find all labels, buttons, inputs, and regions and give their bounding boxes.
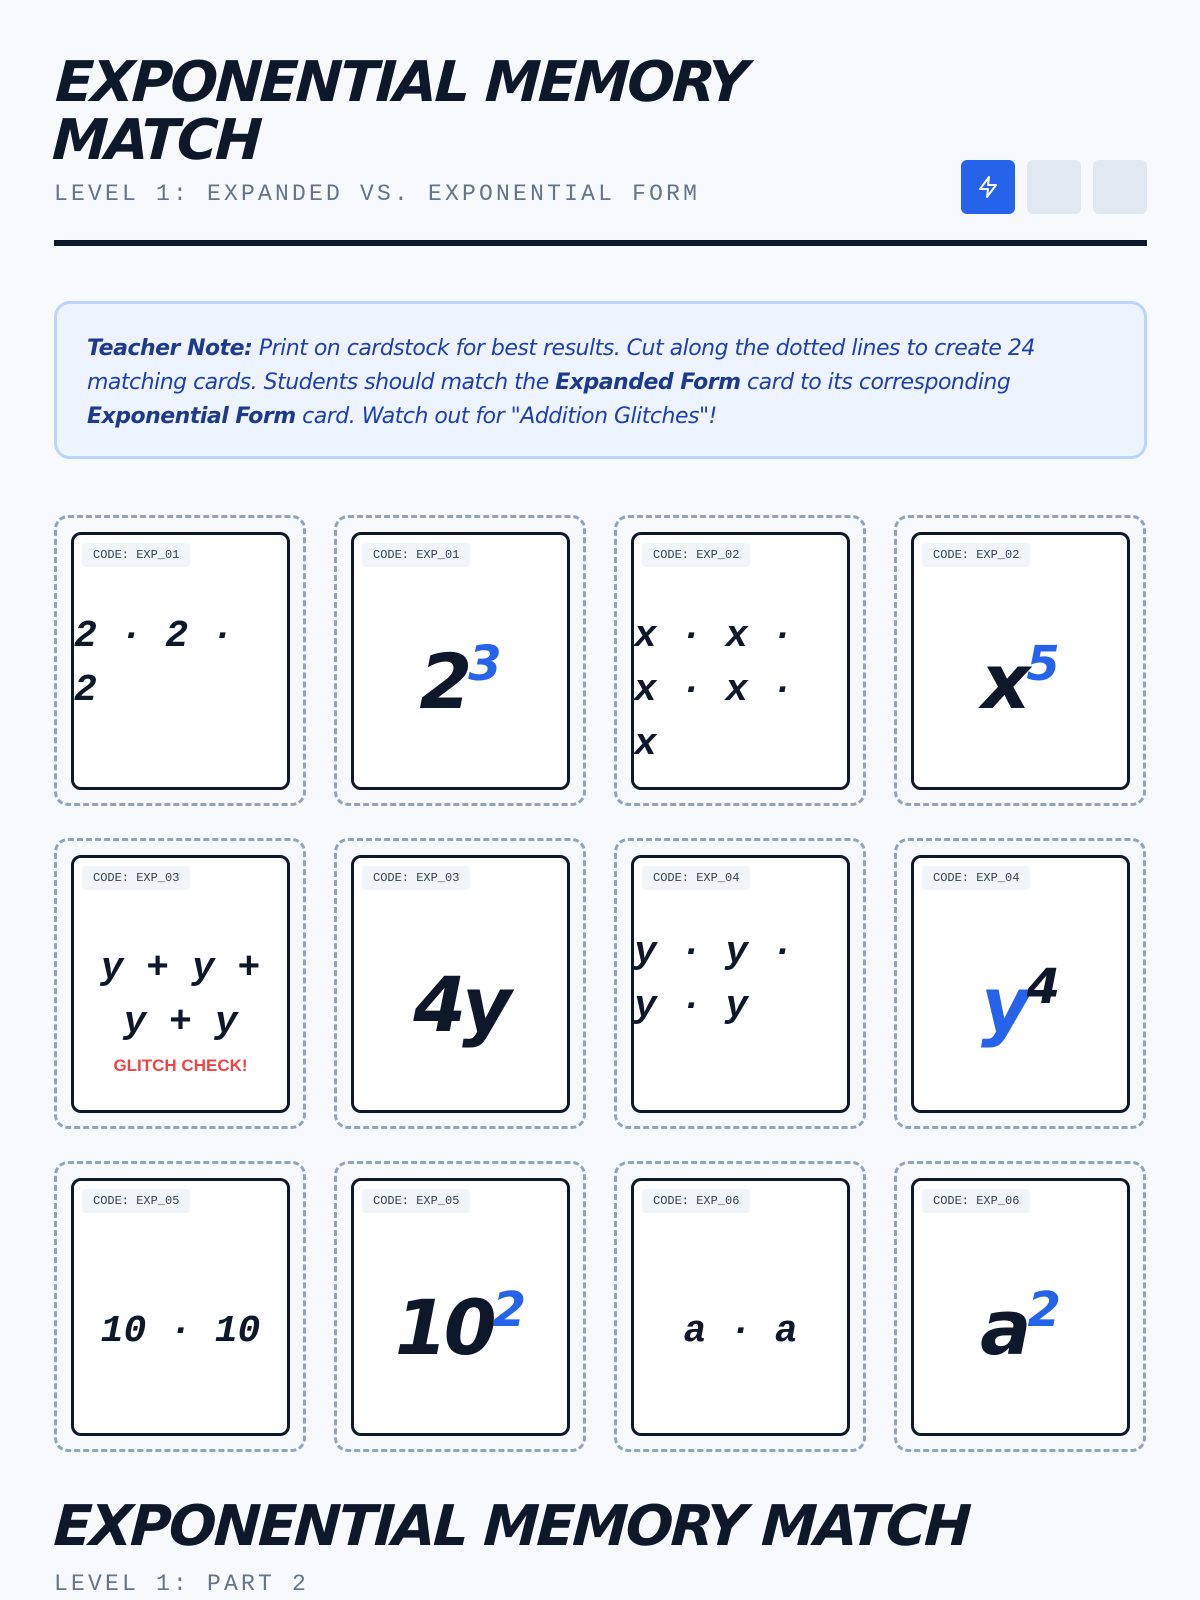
card-code: CODE: EXP_06 — [922, 1189, 1030, 1213]
exponential-expression — [980, 1282, 1061, 1372]
exponential-card[interactable] — [351, 1178, 570, 1436]
exponent: 5 — [1026, 636, 1060, 692]
card-cutout — [54, 1161, 306, 1452]
lightning-icon — [976, 175, 1000, 199]
expanded-card[interactable] — [631, 855, 850, 1113]
expanded-card[interactable] — [71, 1178, 290, 1436]
base: 10 — [394, 1283, 493, 1372]
card-code: CODE: EXP_02 — [922, 543, 1030, 567]
expanded-expression: a · a — [683, 1310, 798, 1353]
teacher-note-bold: Exponential Form — [87, 404, 296, 429]
exponential-card[interactable] — [911, 855, 1130, 1113]
exponent: 4 — [1026, 959, 1060, 1015]
base: 2 — [419, 637, 469, 726]
part-2-title: EXPONENTIAL MEMORY MATCH — [52, 1494, 971, 1559]
exponential-expression — [413, 960, 508, 1049]
header-divider — [54, 240, 1147, 246]
card-code: CODE: EXP_03 — [82, 866, 190, 890]
expanded-card[interactable] — [71, 532, 290, 790]
expanded-expression: x · x · x · x · x — [634, 615, 817, 766]
expanded-card[interactable] — [631, 532, 850, 790]
exponent: 3 — [468, 636, 502, 692]
card-cutout — [334, 838, 586, 1129]
card-cutout — [614, 838, 866, 1129]
glitch-warning: GLITCH CHECK! — [113, 1056, 248, 1075]
expanded-card[interactable] — [631, 1178, 850, 1436]
toolbar — [961, 160, 1147, 214]
part-2-subtitle: LEVEL 1: PART 2 — [54, 1571, 310, 1597]
expanded-card[interactable] — [71, 855, 290, 1113]
teacher-note-text: card to its corresponding — [740, 370, 1011, 395]
card-code: CODE: EXP_05 — [362, 1189, 470, 1213]
tool-button-2[interactable] — [1027, 160, 1081, 214]
base: 4y — [413, 960, 508, 1049]
teacher-note-text: card. Watch out for "Addition Glitches"! — [295, 404, 717, 429]
card-cutout — [894, 838, 1146, 1129]
card-code: CODE: EXP_04 — [922, 866, 1030, 890]
tool-button-3[interactable] — [1093, 160, 1147, 214]
expanded-expression: y · y · y · y — [634, 931, 817, 1028]
expanded-expression: 2 · 2 · 2 — [74, 615, 257, 712]
exponential-card[interactable] — [911, 1178, 1130, 1436]
exponential-expression — [394, 1282, 527, 1372]
exponential-expression — [419, 636, 502, 726]
page-subtitle: LEVEL 1: EXPANDED VS. EXPONENTIAL FORM — [54, 181, 701, 207]
lightning-button[interactable] — [961, 160, 1015, 214]
page-title: EXPONENTIAL MEMORY MATCH — [50, 50, 748, 173]
card-code: CODE: EXP_01 — [362, 543, 470, 567]
base: a — [980, 1283, 1028, 1372]
exponential-expression — [981, 959, 1060, 1049]
expanded-expression: 10 · 10 — [100, 1310, 261, 1353]
base: x — [981, 637, 1027, 726]
card-grid — [54, 515, 1147, 1452]
card-code: CODE: EXP_05 — [82, 1189, 190, 1213]
teacher-note-bold: Expanded Form — [555, 370, 741, 395]
card-cutout — [54, 515, 306, 806]
card-cutout — [894, 515, 1146, 806]
base: y — [981, 960, 1027, 1049]
card-code: CODE: EXP_01 — [82, 543, 190, 567]
teacher-note-label: Teacher Note: — [87, 336, 253, 361]
card-cutout — [614, 515, 866, 806]
card-code: CODE: EXP_04 — [642, 866, 750, 890]
worksheet-page — [50, 0, 1147, 1597]
card-cutout — [614, 1161, 866, 1452]
card-cutout — [334, 515, 586, 806]
header — [50, 0, 1147, 249]
card-cutout — [54, 838, 306, 1129]
card-code: CODE: EXP_06 — [642, 1189, 750, 1213]
card-cutout — [334, 1161, 586, 1452]
card-code: CODE: EXP_02 — [642, 543, 750, 567]
teacher-note — [54, 301, 1147, 459]
expanded-expression: y + y + y + y — [100, 947, 284, 1044]
exponent: 2 — [1027, 1282, 1061, 1338]
exponential-card[interactable] — [351, 532, 570, 790]
card-code: CODE: EXP_03 — [362, 866, 470, 890]
teacher-note-text: Print on cardstock for best results. Cut along the dotted lines to create 24 matching cards. Students should match the — [87, 336, 1035, 395]
card-cutout — [894, 1161, 1146, 1452]
exponential-card[interactable] — [351, 855, 570, 1113]
exponent: 2 — [492, 1282, 527, 1338]
exponential-expression — [981, 636, 1060, 726]
exponential-card[interactable] — [911, 532, 1130, 790]
